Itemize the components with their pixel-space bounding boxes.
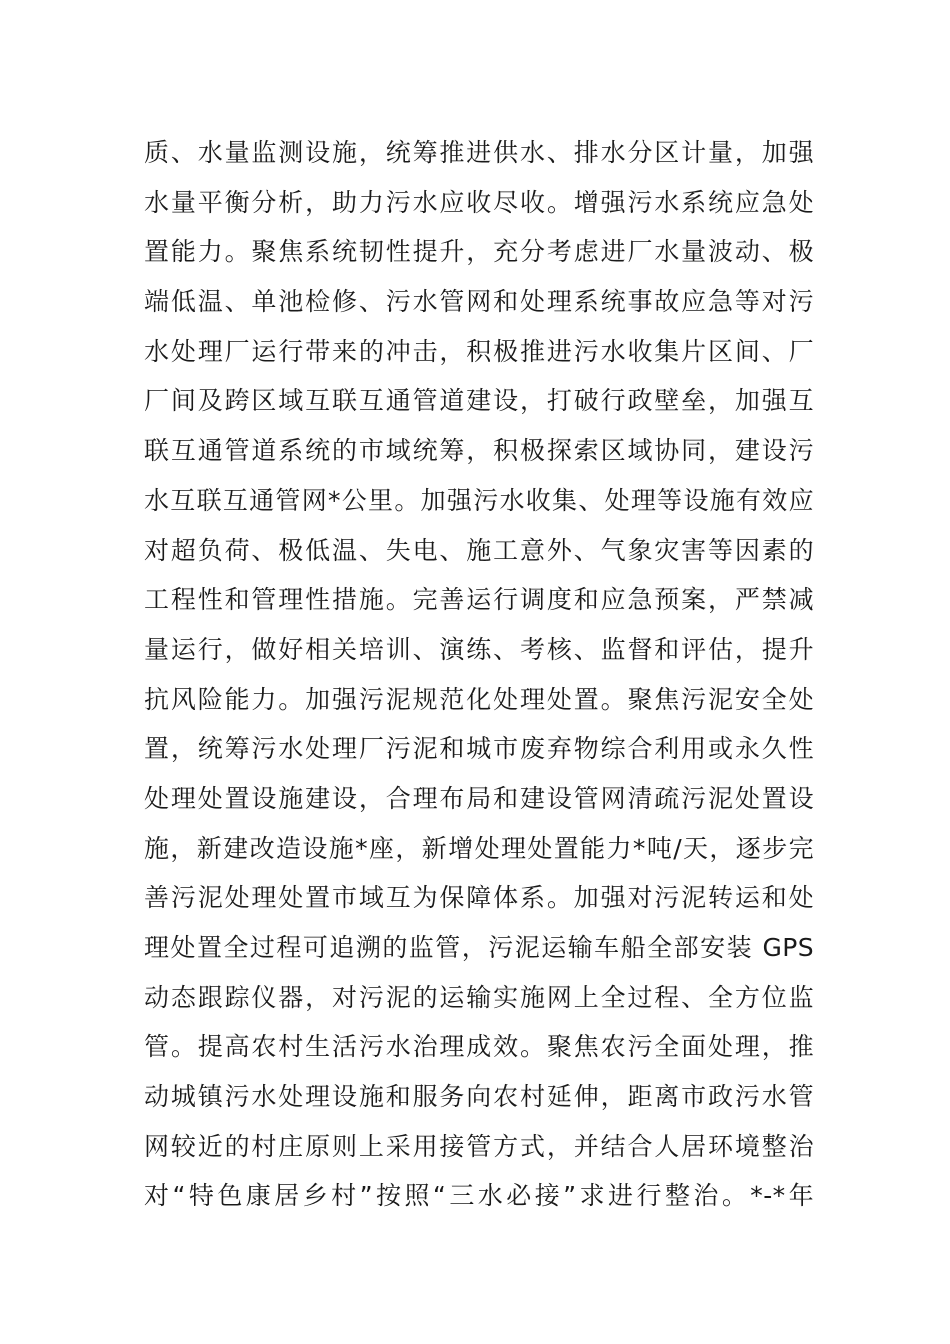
text-line: 善污泥处理处置市域互为保障体系。加强对污泥转运和处	[144, 883, 814, 913]
text-line: 质、水量监测设施，统筹推进供水、排水分区计量，加强	[144, 138, 814, 167]
text-line: 水量平衡分析，助力污水应收尽收。增强污水系统应急处	[144, 187, 814, 217]
text-line: 端低温、单池检修、污水管网和处理系统事故应急等对污	[144, 287, 814, 317]
text-line: 动态跟踪仪器，对污泥的运输实施网上全过程、全方位监	[144, 982, 814, 1012]
text-line: 网较近的村庄原则上采用接管方式，并结合人居环境整治	[144, 1131, 814, 1161]
text-line: 置能力。聚焦系统韧性提升，充分考虑进厂水量波动、极	[144, 237, 814, 267]
text-line: 厂间及跨区域互联互通管道建设，打破行政壁垒，加强互	[144, 386, 814, 416]
text-line: 施，新建改造设施*座，新增处理处置能力*吨/天，逐步完	[144, 833, 814, 863]
text-line: 管。提高农村生活污水治理成效。聚焦农污全面处理，推	[144, 1032, 814, 1062]
text-line: 水互联互通管网*公里。加强污水收集、处理等设施有效应	[144, 485, 814, 515]
text-line: 工程性和管理性措施。完善运行调度和应急预案，严禁减	[144, 585, 814, 615]
text-line: 水处理厂运行带来的冲击，积极推进污水收集片区间、厂	[144, 336, 814, 366]
text-line: 对超负荷、极低温、失电、施工意外、气象灾害等因素的	[144, 535, 814, 565]
text-line: 抗风险能力。加强污泥规范化处理处置。聚焦污泥安全处	[144, 684, 814, 714]
text-line: 对“特色康居乡村”按照“三水必接”求进行整治。*-*年	[144, 1181, 814, 1211]
text-line: 联互通管道系统的市域统筹，积极探索区域协同，建设污	[144, 436, 814, 466]
text-line: 量运行，做好相关培训、演练、考核、监督和评估，提升	[144, 634, 814, 664]
body-text	[144, 128, 814, 1221]
text-line: 动城镇污水处理设施和服务向农村延伸，距离市政污水管	[144, 1082, 814, 1112]
text-line: 理处置全过程可追溯的监管，污泥运输车船全部安装 GPS	[144, 933, 814, 962]
text-line: 置，统筹污水处理厂污泥和城市废弃物综合利用或永久性	[144, 734, 814, 764]
text-line: 处理处置设施建设，合理布局和建设管网清疏污泥处置设	[144, 783, 814, 813]
